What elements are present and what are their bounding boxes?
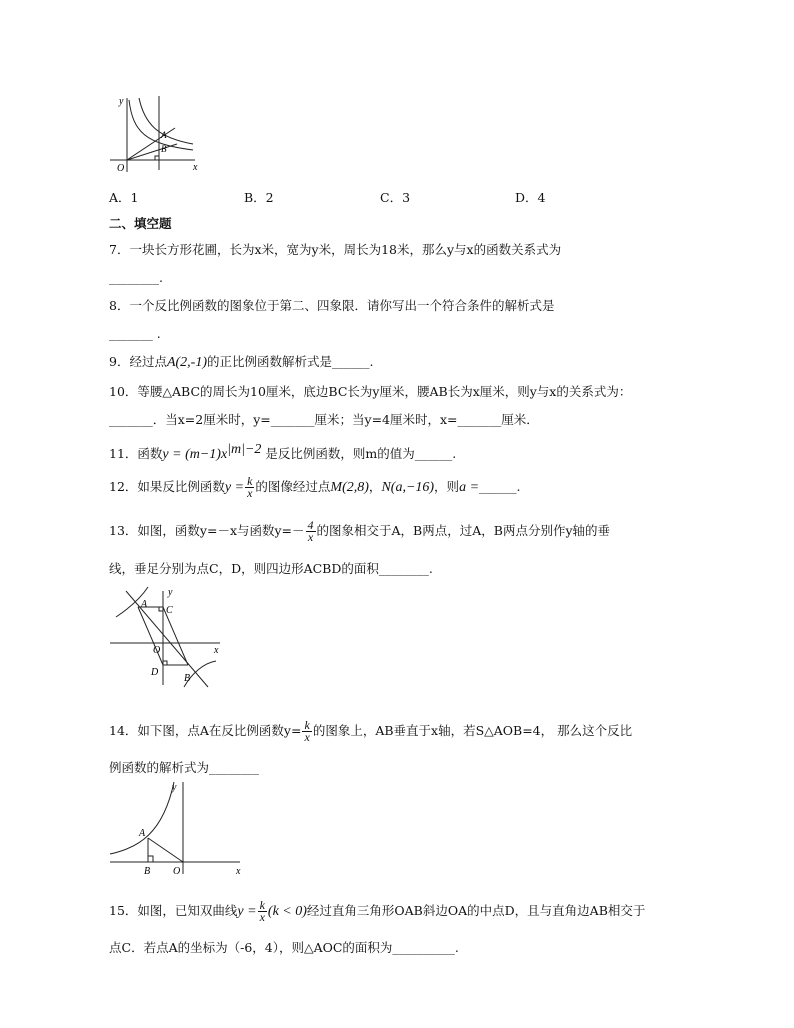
question-8: 8．一个反比例函数的图象位于第二、四象限．请你写出一个符合条件的解析式是 xyxy=(109,298,555,313)
q9-post: 的正比例函数解析式是______. xyxy=(207,354,374,369)
right-angle-c xyxy=(159,607,163,611)
q12-y: y = xyxy=(224,480,245,495)
fig6-a-label: A xyxy=(161,130,167,140)
right-angle-d xyxy=(163,661,167,665)
fig13-d-label: D xyxy=(151,667,159,678)
fig13-a-label: A xyxy=(141,599,148,610)
question-13-line2: 线，垂足分别为点C，D，则四边形ACBD的面积________. xyxy=(109,561,433,576)
q12-mid: 的图像经过点 xyxy=(255,479,331,494)
question-11 xyxy=(109,442,456,463)
question-12 xyxy=(109,474,521,501)
q11-post: 是反比例函数，则m的值为______. xyxy=(261,446,457,462)
fig14-a-label: A xyxy=(139,828,146,839)
fig13-y-label: y xyxy=(168,587,173,598)
q13-figure xyxy=(108,585,228,689)
fig14-b-label: B xyxy=(144,866,151,877)
q12-point-m: M(2,8) xyxy=(330,480,369,495)
q12-point-n: N(a,−16) xyxy=(381,480,435,495)
question-10-line2: _______．当x=2厘米时，y=_______厘米；当y=4厘米时，x=_______厘米． xyxy=(109,412,539,427)
fig6-b-label: B xyxy=(161,144,167,154)
hyperbola-curve xyxy=(129,100,193,150)
q14-fraction xyxy=(302,720,311,743)
q9-point: A(2,-1) xyxy=(166,355,207,370)
q11-exponent: |m|−2 xyxy=(227,442,262,457)
q12-comma: ， xyxy=(368,479,382,494)
line-ob xyxy=(127,144,177,160)
fig13-b-label: B xyxy=(184,673,191,684)
q13-den: x xyxy=(307,530,314,544)
fig6-y-label: y xyxy=(119,96,124,107)
fig14-x-label: x xyxy=(236,866,241,877)
option-c: C．3 xyxy=(380,190,411,205)
q15-y: y = xyxy=(237,904,257,919)
hyperbola-branch xyxy=(110,782,174,854)
q15-fraction xyxy=(258,900,267,923)
fig6-x-label: x xyxy=(193,162,198,173)
q14-den: x xyxy=(304,730,310,744)
q12-fraction xyxy=(245,476,254,499)
option-a: A．1 xyxy=(109,190,139,205)
q14-pre: 14．如下图，点A在反比例函数y= xyxy=(109,723,302,738)
q12-a: a = xyxy=(459,480,480,495)
question-8-blank: _______ . xyxy=(109,326,161,341)
q13-fraction xyxy=(306,520,316,543)
q11-formula: y = (m−1)x xyxy=(162,447,228,463)
q12-blank: ______. xyxy=(479,479,521,494)
question-14-line2: 例函数的解析式为________ xyxy=(109,760,260,775)
q11-pre: 11．函数 xyxy=(109,446,163,462)
option-b: B．2 xyxy=(244,190,274,205)
question-15 xyxy=(109,898,645,925)
q15-num: k xyxy=(259,898,265,912)
fig13-x-label: x xyxy=(214,645,219,656)
option-d: D．4 xyxy=(515,190,546,205)
q12-den: x xyxy=(247,486,253,500)
q15-condition: (k < 0) xyxy=(267,904,307,919)
question-13 xyxy=(109,518,610,544)
q13-num: 4 xyxy=(307,518,314,532)
q15-den: x xyxy=(259,910,265,924)
question-7: 7．一块长方形花圃，长为x米，宽为y米，周长为18米，那么y与x的函数关系式为 xyxy=(109,242,562,257)
question-14 xyxy=(109,718,632,744)
segment-ad xyxy=(138,607,163,665)
question-7-blank: ________. xyxy=(109,270,163,285)
fig14-y-label: y xyxy=(172,782,177,793)
q13-pre: 13．如图，函数y=－x与函数y=－ xyxy=(109,523,305,538)
q14-figure xyxy=(108,778,248,878)
fig6-o-label: O xyxy=(117,163,125,174)
line-oa xyxy=(127,128,175,160)
q6-figure xyxy=(105,92,205,176)
q15-post: 经过直角三角形OAB斜边OA的中点D，且与直角边AB相交于 xyxy=(306,903,646,918)
q14-post: 的图象上，AB垂直于x轴，若S△AOB=4， 那么这个反比 xyxy=(312,723,633,738)
fig13-c-label: C xyxy=(166,605,173,616)
fig13-o-label: O xyxy=(153,645,161,656)
q12-num: k xyxy=(247,474,253,488)
q13-post: 的图象相交于A，B两点，过A，B两点分别作y轴的垂 xyxy=(316,523,611,538)
q12-then: ，则 xyxy=(434,479,460,494)
q15-pre: 15．如图，已知双曲线 xyxy=(109,903,238,918)
q9-pre: 9．经过点 xyxy=(109,354,167,369)
q12-pre: 12．如果反比例函数 xyxy=(109,479,225,494)
question-15-line2: 点C．若点A的坐标为（-6，4），则△AOC的面积为__________. xyxy=(109,940,459,955)
q14-num: k xyxy=(304,718,310,732)
fig14-o-label: O xyxy=(173,866,181,877)
right-angle-b xyxy=(148,856,153,862)
question-9 xyxy=(109,354,373,371)
question-10: 10．等腰△ABC的周长为10厘米，底边BC长为y厘米，腰AB长为x厘米，则y与x的关系式为： xyxy=(109,384,632,399)
section-title: 二、填空题 xyxy=(109,216,172,231)
right-angle-mark xyxy=(155,156,159,160)
